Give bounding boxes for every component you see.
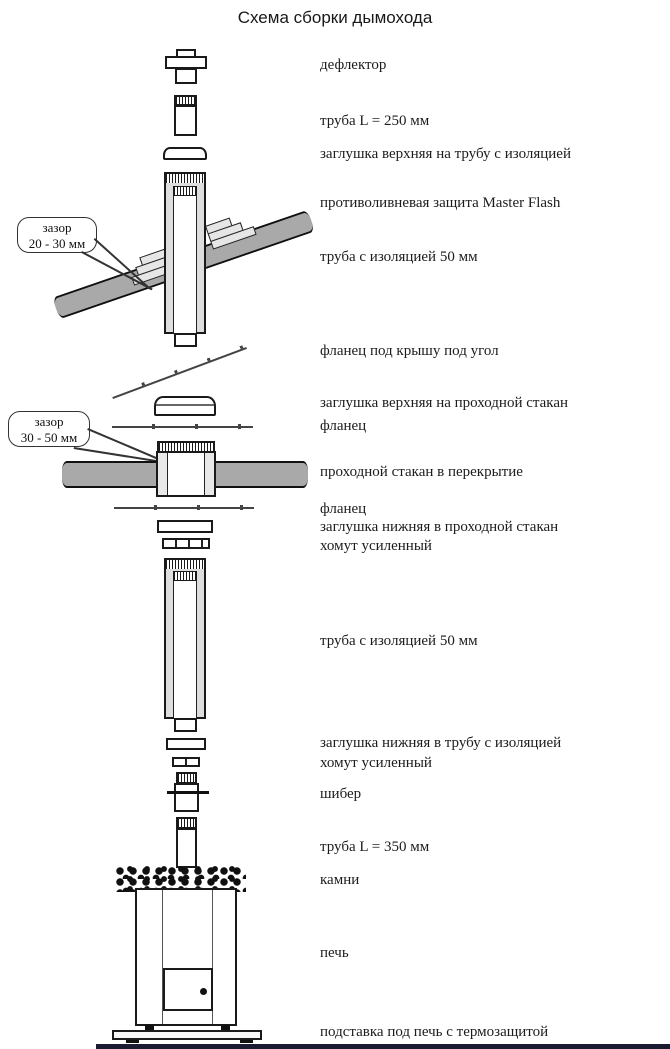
label-pipe-250: труба L = 250 мм	[320, 113, 430, 129]
gap-callout-20-30	[17, 217, 97, 253]
top-cap-insulated-pipe	[163, 147, 207, 160]
flange-line-lower-ticks	[114, 505, 254, 510]
reinforced-clamp-2	[172, 757, 200, 767]
passage-glass-top-cap-seam	[156, 404, 214, 406]
passage-glass-top-cap	[154, 396, 216, 416]
gap-callout-20-30-line2: 20 - 30 мм	[28, 236, 86, 251]
lower-inner-pipe-hatch	[173, 571, 197, 581]
gap-callout-20-30-line1: зазор	[42, 220, 72, 235]
pipe-350-body	[176, 828, 197, 868]
angled-roof-flange-line	[111, 344, 247, 399]
label-stove-stand: подставка под печь с термозащитой	[320, 1024, 549, 1040]
upper-inner-pipe-hatch	[173, 186, 197, 196]
lower-pipe-bottom-stub	[174, 718, 197, 732]
insulated-pipe-bottom-cap	[166, 738, 206, 750]
label-passage-glass-bottom-cap: заглушка нижняя в проходной стакан	[320, 519, 559, 535]
label-flange-upper: фланец	[320, 418, 367, 434]
label-stones: камни	[320, 872, 360, 888]
label-stove: печь	[320, 945, 349, 961]
label-passage-glass-cap: заглушка верхняя на проходной стакан	[320, 395, 569, 411]
flange-line-upper-ticks	[112, 424, 253, 429]
bottom-edge-bar	[96, 1044, 670, 1049]
passage-glass-inner	[167, 453, 205, 495]
label-top-cap-insulated-pipe: заглушка верхняя на трубу с изоляцией	[320, 146, 571, 162]
gap-callout-30-50	[8, 411, 90, 447]
stove-door-handle	[200, 988, 207, 995]
label-insulated-pipe-lower: труба с изоляцией 50 мм	[320, 633, 478, 649]
label-flange-lower: фланец	[320, 501, 367, 517]
label-clamp-1: хомут усиленный	[320, 538, 432, 554]
gap-callout-30-50-line2: 30 - 50 мм	[20, 430, 78, 445]
pipe-250-body	[174, 105, 197, 136]
reinforced-clamp-1	[162, 538, 210, 549]
damper-rod	[167, 791, 209, 794]
label-passage-glass: проходной стакан в перекрытие	[320, 464, 523, 480]
damper-body	[174, 783, 199, 812]
label-insulated-pipe-upper: труба с изоляцией 50 мм	[320, 249, 478, 265]
stand-foot-left	[126, 1040, 139, 1043]
diagram-title: Схема сборки дымохода	[237, 8, 433, 27]
label-roof-flange: фланец под крышу под угол	[320, 343, 499, 359]
label-master-flash: противоливневая защита Master Flash	[320, 195, 561, 211]
label-insulated-pipe-bottom-cap: заглушка нижняя в трубу с изоляцией	[320, 735, 562, 751]
label-clamp-2: хомут усиленный	[320, 755, 432, 771]
upper-pipe-bottom-stub	[174, 333, 197, 347]
stand-plate	[112, 1030, 262, 1040]
lower-inner-pipe	[173, 581, 197, 718]
gap-callout-30-50-line1: зазор	[34, 414, 64, 429]
passage-glass-hatch	[157, 441, 215, 453]
passage-glass-bottom-cap	[157, 520, 213, 533]
label-deflector: дефлектор	[320, 57, 387, 73]
stand-foot-right	[240, 1040, 253, 1043]
label-damper: шибер	[320, 786, 362, 802]
upper-inner-pipe	[173, 196, 197, 333]
deflector-stem	[175, 68, 197, 84]
label-pipe-350: труба L = 350 мм	[320, 839, 430, 855]
